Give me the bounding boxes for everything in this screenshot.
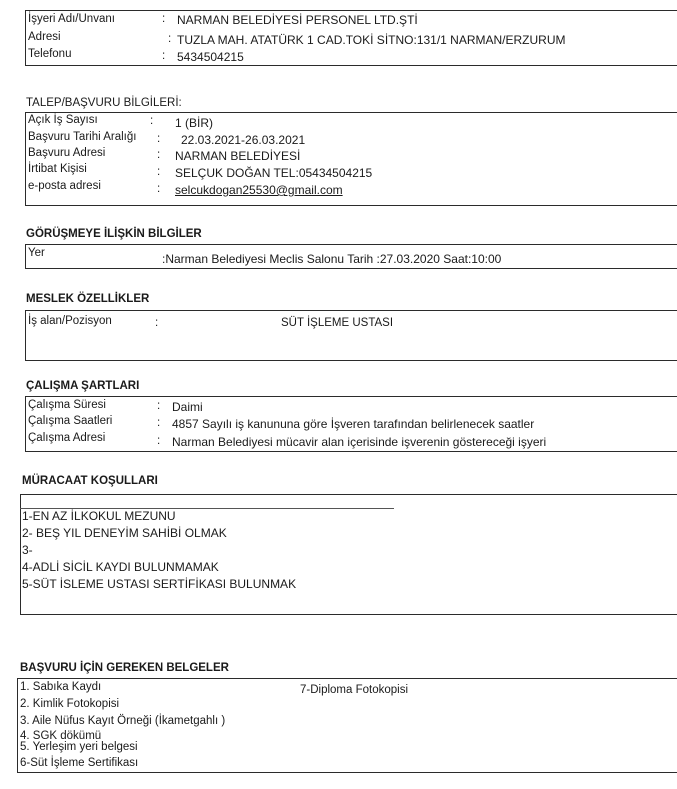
- conditions-row-value: Narman Belediyesi mücavir alan içerisinde işverenin göstereceği işyeri: [172, 435, 547, 449]
- position-value: SÜT İŞLEME USTASI: [281, 317, 394, 329]
- document-item: 5. Yerleşim yeri belgesi: [20, 741, 138, 753]
- conditions-row-label: Çalışma Süresi: [28, 399, 106, 411]
- application-row-colon: :: [150, 115, 154, 127]
- employer-address-value: TUZLA MAH. ATATÜRK 1 CAD.TOKİ SİTNO:131/1 NARMAN/ERZURUM: [177, 33, 566, 47]
- document-item: 1. Sabıka Kaydı: [20, 681, 102, 693]
- application-row-colon: :: [157, 166, 161, 178]
- position-colon: :: [155, 317, 159, 329]
- interview-place-value: :Narman Belediyesi Meclis Salonu Tarih :27.03.2020 Saat:10:00: [162, 252, 502, 266]
- conditions-row-value: Daimi: [172, 400, 203, 414]
- application-row-label: Açık İş Sayısı: [28, 114, 98, 126]
- application-row-label: Başvuru Adresi: [28, 147, 106, 159]
- document-item: 2. Kimlik Fotokopisi: [20, 698, 120, 710]
- conditions-row-colon: :: [157, 400, 161, 412]
- conditions-row-label: Çalışma Adresi: [28, 432, 106, 444]
- employer-phone-colon: :: [162, 50, 166, 62]
- position-label: İş alan/Pozisyon: [28, 315, 112, 327]
- employer-name-label: İşyeri Adı/Unvanı: [28, 13, 115, 25]
- document-item: 6-Süt İşleme Sertifikası: [20, 757, 139, 769]
- interview-heading: GÖRÜŞMEYE İLİŞKİN BİLGİLER: [26, 228, 202, 240]
- conditions-row-value: 4857 Sayılı iş kanununa göre İşveren tarafından belirlenecek saatler: [172, 417, 535, 431]
- documents-heading: BAŞVURU İÇİN GEREKEN BELGELER: [20, 662, 229, 674]
- interview-place-label: Yer: [28, 247, 45, 259]
- application-row-colon: :: [157, 133, 161, 145]
- requirement-item: 5-SÜT İSLEME USTASI SERTİFİKASI BULUNMAK: [22, 577, 297, 591]
- application-row-colon: :: [157, 183, 161, 195]
- requirements-heading: MÜRACAAT KOŞULLARI: [22, 475, 158, 487]
- employer-address-colon: :: [168, 33, 172, 45]
- conditions-row-colon: :: [157, 417, 161, 429]
- document-item: 4. SGK dökümü: [20, 730, 102, 742]
- conditions-row-colon: :: [157, 435, 161, 447]
- employer-phone-value: 5434504215: [177, 50, 244, 64]
- contact-email-link[interactable]: selcukdogan25530@gmail.com: [175, 183, 343, 197]
- application-row-value: 22.03.2021-26.03.2021: [181, 133, 306, 147]
- employer-name-colon: :: [162, 13, 166, 25]
- conditions-row-label: Çalışma Saatleri: [28, 415, 113, 427]
- application-row-value: NARMAN BELEDİYESİ: [175, 149, 301, 163]
- application-heading: TALEP/BAŞVURU BİLGİLERİ:: [26, 97, 182, 109]
- conditions-heading: ÇALIŞMA ŞARTLARI: [26, 380, 140, 392]
- profession-heading: MESLEK ÖZELLİKLER: [26, 293, 150, 305]
- employer-address-label: Adresi: [28, 31, 61, 43]
- application-row-value: SELÇUK DOĞAN TEL:05434504215: [175, 166, 373, 180]
- document-item-diploma: 7-Diploma Fotokopisi: [300, 684, 409, 696]
- document-item: 3. Aile Nüfus Kayıt Örneği (İkametgahlı ): [20, 715, 226, 727]
- requirement-item: 4-ADLİ SİCİL KAYDI BULUNMAMAK: [22, 560, 219, 574]
- application-row-value: 1 (BİR): [175, 116, 214, 130]
- employer-name-value: NARMAN BELEDİYESİ PERSONEL LTD.ŞTİ: [177, 13, 418, 27]
- application-row-label: İrtibat Kişisi: [28, 163, 87, 175]
- application-row-label: Başvuru Tarihi Aralığı: [28, 131, 137, 143]
- employer-phone-label: Telefonu: [28, 48, 72, 60]
- requirement-item: 1-EN AZ İLKOKUL MEZUNU: [22, 509, 176, 523]
- requirement-item: 2- BEŞ YIL DENEYİM SAHİBİ OLMAK: [22, 526, 227, 540]
- application-row-label: e-posta adresi: [28, 180, 101, 192]
- requirement-item: 3-: [22, 543, 33, 557]
- application-row-colon: :: [157, 149, 161, 161]
